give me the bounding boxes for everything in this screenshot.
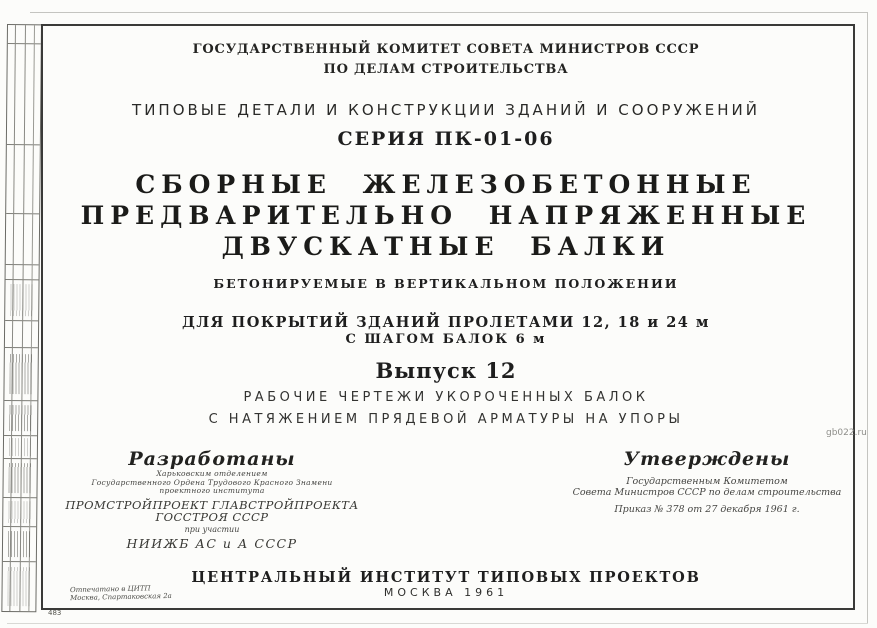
committee-name-line1: ГОСУДАРСТВЕННЫЙ КОМИТЕТ СОВЕТА МИНИСТРОВ СССР [192, 42, 700, 57]
illegible-handwriting [8, 501, 32, 523]
illegible-handwriting [9, 405, 33, 432]
illegible-handwriting [8, 438, 32, 455]
illegible-handwriting [8, 463, 32, 493]
developed-heading: Разработаны [128, 448, 296, 470]
stamp-cell [3, 498, 36, 527]
developed-org-line: Харьковским отделением [156, 469, 268, 478]
imprint-line2: Москва, Спартаковская 2а [70, 591, 172, 603]
stamp-cell [7, 44, 41, 145]
application-line1: ДЛЯ ПОКРЫТИЙ ЗДАНИЙ ПРОЛЕТАМИ 12, 18 и 24 м [181, 314, 711, 331]
issue-description-line2: С НАТЯЖЕНИЕМ ПРЯДЕВОЙ АРМАТУРЫ НА УПОРЫ [208, 412, 684, 427]
stamp-cell [4, 348, 38, 401]
developed-partner: НИИЖБ АС и А СССР [126, 535, 298, 551]
stamp-cell [8, 25, 41, 44]
stamp-strip [1, 24, 42, 612]
stamp-cell [6, 145, 40, 214]
page-edge-right [867, 12, 868, 623]
main-title-line2: ПРЕДВАРИТЕЛЬНО НАПРЯЖЕННЫЕ [80, 201, 812, 230]
document-kind: ТИПОВЫЕ ДЕТАЛИ И КОНСТРУКЦИИ ЗДАНИЙ И СООРУЖЕНИЙ [132, 101, 760, 119]
title-page-content [42, 24, 850, 608]
developed-institute-line2: ГОССТРОЯ СССР [155, 510, 269, 524]
page-number: 483 [48, 609, 62, 617]
application-line2: С ШАГОМ БАЛОК 6 м [345, 332, 547, 347]
stamp-cell [4, 436, 37, 459]
stamp-cell [3, 527, 36, 562]
approved-heading: Утверждены [623, 448, 791, 470]
developed-org-line: проектного института [159, 486, 265, 495]
issue-number: Выпуск 12 [375, 358, 517, 383]
stamp-cell [4, 401, 37, 436]
stamp-cell [3, 459, 36, 498]
page-edge-top [30, 12, 868, 13]
developed-institute-line1: ПРОМСТРОЙПРОЕКТ ГЛАВСТРОЙПРОЕКТА [65, 497, 359, 512]
approved-by-block [547, 448, 867, 515]
illegible-handwriting [7, 567, 31, 605]
imprint-line1: Отпечатано в ЦИТП [69, 584, 151, 595]
page-edge-bottom [7, 623, 868, 624]
stamp-cell [6, 265, 39, 280]
watermark: gb022.ru [826, 428, 867, 438]
developed-org-line: Государственного Ордена Трудового Красного Знамени [91, 477, 333, 487]
illegible-handwriting [10, 284, 34, 315]
issue-description-line1: РАБОЧИЕ ЧЕРТЕЖИ УКОРОЧЕННЫХ БАЛОК [243, 390, 649, 405]
city-and-year: МОСКВА 1961 [383, 586, 509, 599]
stamp-cell [6, 214, 39, 265]
publisher-institute: ЦЕНТРАЛЬНЫЙ ИНСТИТУТ ТИПОВЫХ ПРОЕКТОВ [191, 569, 701, 586]
stamp-cell [5, 280, 38, 321]
illegible-handwriting [8, 531, 32, 558]
series-number: СЕРИЯ ПК-01-06 [337, 128, 555, 150]
main-title-line1: СБОРНЫЕ ЖЕЛЕЗОБЕТОННЫЕ [135, 170, 757, 199]
approved-org-line: Государственным Комитетом [626, 476, 788, 487]
stamp-cell [2, 562, 35, 611]
participation-note: при участии [184, 524, 240, 534]
stamp-cell [5, 321, 38, 348]
main-title-subtitle: БЕТОНИРУЕМЫЕ В ВЕРТИКАЛЬНОМ ПОЛОЖЕНИИ [213, 276, 679, 291]
approved-org-line: Совета Министров СССР по делам строительства [572, 487, 842, 498]
approval-order: Приказ № 378 от 27 декабря 1961 г. [614, 504, 800, 515]
developed-by-block [47, 448, 377, 551]
print-imprint [70, 584, 172, 602]
illegible-handwriting [9, 354, 33, 395]
committee-name-line2: ПО ДЕЛАМ СТРОИТЕЛЬСТВА [323, 62, 569, 77]
main-title-line3: ДВУСКАТНЫЕ БАЛКИ [221, 232, 671, 261]
